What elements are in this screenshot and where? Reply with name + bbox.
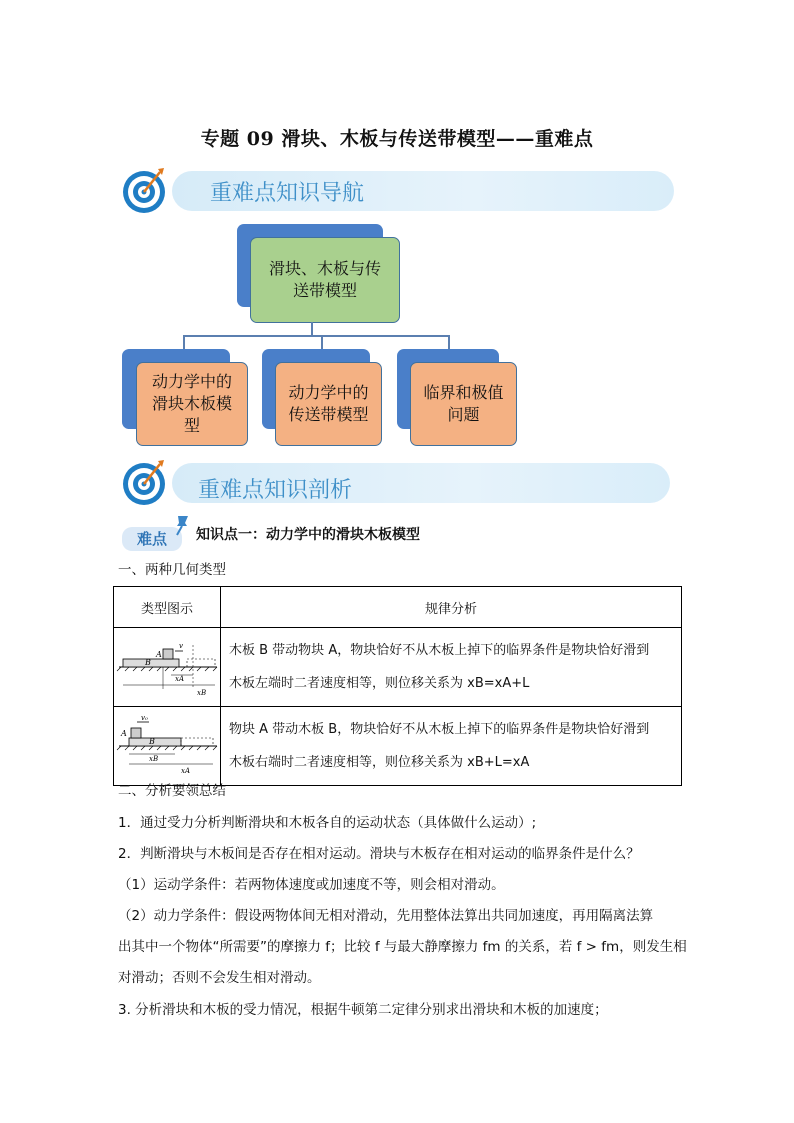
table-header-analysis: 规律分析 — [221, 587, 682, 628]
label-v: v₀ — [141, 714, 148, 722]
label-xa: xA — [181, 767, 191, 775]
label-b: B — [145, 658, 151, 667]
paragraph-line: （1）运动学条件：若两物体速度或加速度不等，则会相对滑动。 — [118, 877, 505, 893]
mindmap-child-3 — [410, 362, 517, 446]
diagram-cell-2 — [114, 707, 221, 786]
rules-table — [113, 586, 682, 786]
label-xb: xB — [197, 689, 207, 697]
analysis-1-line1: 木板 B 带动物块 A，物块恰好不从木板上掉下的临界条件是物块恰好滑到 — [229, 643, 650, 658]
document-title: 专题 09 滑块、木板与传送带模型——重难点 — [200, 128, 594, 150]
target-icon — [120, 166, 168, 214]
child-1-line2: 滑块木板模 — [151, 394, 232, 413]
mindmap-root — [250, 237, 400, 323]
paragraph-line: 2．判断滑块与木板间是否存在相对运动。滑块与木板存在相对运动的临界条件是什么？ — [118, 846, 640, 862]
paragraph-line: （2）动力学条件：假设两物体间无相对滑动，先用整体法算出共同加速度，再用隔离法算 — [118, 908, 654, 924]
target-icon — [120, 458, 168, 506]
paragraph-line: 3. 分析滑块和木板的受力情况，根据牛顿第二定律分别求出滑块和木板的加速度； — [118, 1002, 608, 1018]
banner-nav-text: 重难点知识导航 — [210, 181, 365, 206]
analysis-cell-1 — [221, 628, 682, 707]
label-xb: xB — [149, 755, 159, 763]
board-block-diagram-1 — [115, 629, 219, 701]
label-b: B — [149, 737, 155, 746]
child-2-line1: 动力学中的 — [288, 383, 369, 402]
paragraph-line: 出其中一个物体“所需要”的摩擦力 f；比较 f 与最大静摩擦力 fm 的关系，若 f > fm，则发生相 — [118, 939, 687, 955]
label-a: A — [156, 650, 162, 659]
table-row — [114, 628, 682, 707]
analysis-2-line1: 物块 A 带动木板 B，物块恰好不从木板上掉下的临界条件是物块恰好滑到 — [229, 722, 650, 737]
child-1-line1: 动力学中的 — [151, 372, 232, 391]
analysis-2-line2: 木板右端时二者速度相等，则位移关系为 xB+L=xA — [229, 755, 530, 770]
diagram-cell-1 — [114, 628, 221, 707]
section2-heading: 二、分析要领总结 — [118, 783, 226, 799]
analysis-1-line2: 木板左端时二者速度相等，则位移关系为 xB=xA+L — [229, 676, 530, 691]
connector — [183, 335, 185, 350]
table-header-diagram: 类型图示 — [114, 587, 221, 628]
mindmap-root-line1: 滑块、木板与传 — [268, 259, 381, 278]
section1-heading: 一、两种几何类型 — [118, 562, 226, 578]
paragraph-line: 1．通过受力分析判断滑块和木板各自的运动状态（具体做什么运动）; — [118, 815, 537, 831]
label-xa: xA — [175, 675, 185, 683]
label-a: A — [121, 729, 127, 738]
pushpin-icon — [172, 514, 192, 536]
child-3-line1: 临界和极值 — [423, 383, 504, 402]
connector — [183, 335, 450, 337]
analysis-cell-2 — [221, 707, 682, 786]
knowledge-point-title: 知识点一：动力学中的滑块木板模型 — [196, 527, 420, 543]
paragraph-line: 对滑动；否则不会发生相对滑动。 — [118, 970, 321, 986]
label-v: v — [179, 642, 183, 650]
child-2-line2: 传送带模型 — [288, 405, 369, 424]
connector — [311, 322, 313, 336]
connector — [448, 335, 450, 350]
mindmap-child-1 — [136, 362, 248, 446]
banner-analysis-text: 重难点知识剖析 — [198, 478, 353, 503]
child-3-line2: 问题 — [447, 405, 480, 424]
mindmap-root-line2: 送带模型 — [292, 281, 357, 300]
board-block-diagram-2 — [115, 708, 219, 780]
mindmap-child-2 — [275, 362, 382, 446]
connector — [321, 335, 323, 350]
table-row — [114, 707, 682, 786]
child-1-line3: 型 — [183, 416, 200, 435]
difficulty-tag: 难点 — [122, 527, 182, 551]
